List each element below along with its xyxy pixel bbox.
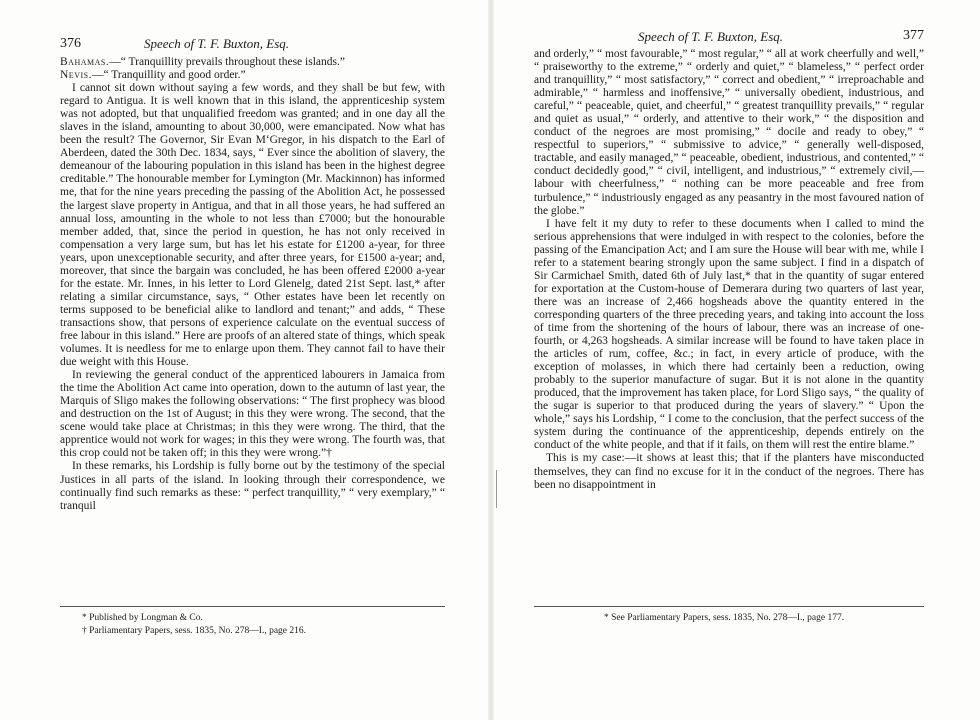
- footnote: * See Parliamentary Papers, sess. 1835, No. 278—I., page 177.: [604, 613, 845, 623]
- paragraph: and orderly,” “ most favourable,” “ most regular,” “ all at work cheerfully and well,” “ praiseworthy to the extreme,” “ orderly and quiet,” “ blameless,” “ perfect order and tranquillity,” “ most satisfactory,” “ correct and obedient,” “ irreproachable and admirable,” “ harmless and inoffensive,” “ universally obedient, industrious, and careful,” “ peaceable, quiet, and cheerful,” “ greatest tranquillity prevails,” “ regular and quiet as usual,” “ orderly, and attentive to their work,” “ the disposition and conduct of the negroes are most promising,” “ docile and ready to obey,” “ respectful to superiors,” “ submissive to advice,” “ generally well-disposed, tractable, and easily managed,” “ peaceable, obedient, industrious, and contented,” “ conduct decidedly good,” “ civil, intelligent, and industrious,” “ extremely civil,—labour with cheerfulness,” “ nothing can be more peaceable and free from turbulence,” “ industriously engaged as any peasantry in the most favoured nation of the globe.”: [534, 48, 924, 217]
- paragraph: In these remarks, his Lordship is fully borne out by the testimony of the special Justices in all parts of the island. In looking through their correspondence, we continually find such remarks as these: “ perfect tranquillity,” “ very exemplary,” “ tranquil: [60, 460, 445, 512]
- left-running-head-title: Speech of T. F. Buxton, Esq.: [144, 36, 290, 51]
- left-page-number: 376: [60, 36, 81, 51]
- right-page-number: 377: [903, 28, 924, 43]
- margin-mark: [496, 470, 497, 508]
- footnote: * Published by Longman & Co.: [82, 613, 203, 623]
- paragraph: In reviewing the general conduct of the apprenticed labourers in Jamaica from the time the Abolition Act came into operation, down to the autumn of last year, the Marquis of Sligo makes the following observations: “ The first prophecy was blood and destruction on the 1st of August; in this they were wrong. The second, that the scene would take place at Christmas; in this they were wrong. The third, that the apprentice would not work for wages; in this they were wrong. The fourth was, that this crop could not be taken off; in this they were wrong.”†: [60, 369, 445, 460]
- paragraph-lead: Nevis.: [60, 69, 92, 82]
- right-footnotes: [604, 612, 924, 625]
- paragraph-text: —“ Tranquillity and good order.”: [91, 69, 246, 82]
- paragraph: [60, 69, 445, 82]
- right-running-head: [534, 28, 924, 50]
- paragraph: I have felt it my duty to refer to these documents when I called to mind the serious apprehensions that were indulged in with respect to the colonies, before the passing of the Emancipation Act; and I am sure the House will bear with me, while I refer to a statement bearing strongly upon the same subject. I find in a dispatch of Sir Carmichael Smith, dated 6th of July last,* that in the quantity of sugar entered for exportation at the Custom-house of Demerara during two quarters of last year, there was an increase of 2,466 hogsheads above the quantity entered in the corresponding quarters of the three preceding years, and taking into account the loss of time from the shortening of the hours of labour, there was an increase of one-fourth, or 4,263 hogsheads. A similar increase will be found to have taken place in the articles of rum, coffee, &c.; in fact, in every article of produce, with the exception of molasses, in which there had certainly been a reduction, owing probably to the superior manufacture of sugar. But it is not alone in the quantity produced, that the improvement has taken place, for Lord Sligo says, “ the quality of the sugar is superior to that produced during the years of slavery.” “ Upon the whole,” says his Lordship, “ I come to the conclusion, that the perfect success of the system during the continuance of the apprenticeship, depends entirely on the conduct of the white people, and that if it fails, on them will rest the entire blame.”: [534, 217, 924, 452]
- right-body-text: [534, 48, 924, 492]
- right-running-head-title: Speech of T. F. Buxton, Esq.: [638, 29, 784, 44]
- left-footnotes: [82, 612, 445, 638]
- left-running-head: [60, 28, 445, 50]
- paragraph: This is my case:—it shows at least this; that if the planters have misconducted themselves, they can find no excuse for it in the conduct of the negroes. There has been no disappointment in: [534, 452, 924, 491]
- footnote-rule: [534, 606, 924, 607]
- left-page: [60, 0, 445, 720]
- paragraph-lead: Bahamas.: [60, 56, 110, 68]
- paragraph-text: —“ Tranquillity prevails throughout these islands.”: [109, 56, 345, 68]
- left-body-text: [60, 56, 445, 513]
- book-gutter: [488, 0, 494, 720]
- footnote: † Parliamentary Papers, sess. 1835, No. 278—I., page 216.: [82, 626, 307, 636]
- right-page: [534, 0, 924, 720]
- paragraph: [60, 56, 445, 69]
- footnote-rule: [60, 606, 445, 607]
- paragraph: I cannot sit down without saying a few words, and they shall be but few, with regard to Antigua. It is well known that in this island, the apprenticeship system was not adopted, but that unqualified freedom was granted; and in one day all the slaves in the island, amounting to about 30,000, were emancipated. Now what has been the result? The Governor, Sir Evan M‘Gregor, in his dispatch to the Earl of Aberdeen, dated the 30th Dec. 1834, says, “ Ever since the abolition of slavery, the demeanour of the labouring population in this island has been in the highest degree creditable.” The honourable member for Lymington (Mr. Mackinnon) has informed me, that for the nine years preceding the passing of the Abolition Act, he possessed the largest slave property in Antigua, and that in all those years, he had suffered an annual loss, amounting in the whole to not less than £7000; but the honourable member added, that, since the period in question, he has not only received in compensation a very large sum, but has let his estate for £1200 a-year, for three years, upon unexceptionable security, and after three years, for £1500 a-year; and, moreover, that since the bargain was concluded, he has been offered £2000 a-year for the estate. Mr. Innes, in his letter to Lord Glenelg, dated 21st Sept. last,* after relating a similar circumstance, says, “ Other estates have been let recently on terms supposed to be beneficial alike to landlord and tenant;” and adds, “ These transactions show, that persons of experience calculate on the eventual success of free labour in this island.” Here are proofs of an altered state of things, which speak volumes. It is needless for me to enlarge upon them. They cannot fail to have their due weight with this House.: [60, 82, 445, 369]
